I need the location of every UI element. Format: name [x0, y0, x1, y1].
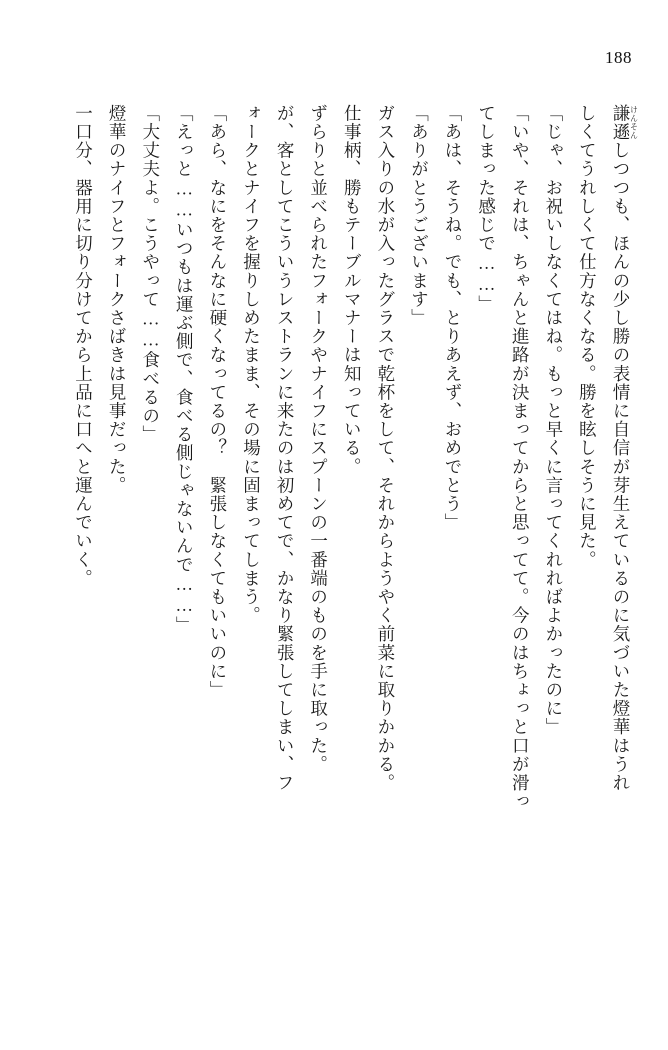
text-line: 「あら、なにをそんなに硬くなってるの？ 緊張しなくてもいいのに」: [207, 104, 228, 700]
text-line: しくてうれしくて仕方なくなる。勝を眩しそうに見た。: [577, 104, 598, 569]
text-line: ガス入りの水が入ったグラスで乾杯をして、それからようやく前菜に取りかかる。: [375, 104, 396, 793]
text-line: ずらりと並べられたフォークやナイフにスプーンの一番端のものを手に取った。: [308, 104, 329, 774]
text-line: 「大丈夫よ。こうやって……食べるの」: [140, 104, 161, 444]
text-line: 「あは、そうね。でも、とりあえず、おめでとう」: [443, 104, 464, 532]
text-line: 「えっと……いつもは運ぶ側で、食べる側じゃないんで……」: [174, 104, 195, 635]
text-line: 「じゃ、お祝いしなくてはね。もっと早くに言ってくれればよかったのに」: [543, 104, 564, 737]
text-line: 「ありがとうございます」: [409, 104, 430, 328]
text-line: てしまった感じで……」: [476, 104, 497, 314]
text-line: が、客としてこういうレストランに来たのは初めてで、かなり緊張してしまい、フ: [275, 104, 296, 793]
page-number: 188: [605, 48, 632, 67]
page-body-text: [30, 104, 638, 1014]
text-line: 「いや、それは、ちゃんと進路が決まってからと思ってて。今のはちょっと口が滑っ: [510, 104, 531, 811]
text-line: ォークとナイフを握りしめたまま、その場に固まってしまう。: [241, 104, 262, 625]
text-line: 仕事柄、勝もテーブルマナーは知っている。: [342, 104, 363, 476]
text-line: 一口分、器用に切り分けてから上品に口へと運んでいく。: [73, 104, 94, 588]
ruby-kenson: 謙遜けんそん: [611, 104, 639, 142]
text-line: 燈華のナイフとフォークさばきは見事だった。: [107, 104, 128, 495]
text-line: 謙遜けんそんしつつも、ほんの少し勝の表情に自信が芽生えているのに気づいた燈華はうれ: [611, 104, 639, 793]
